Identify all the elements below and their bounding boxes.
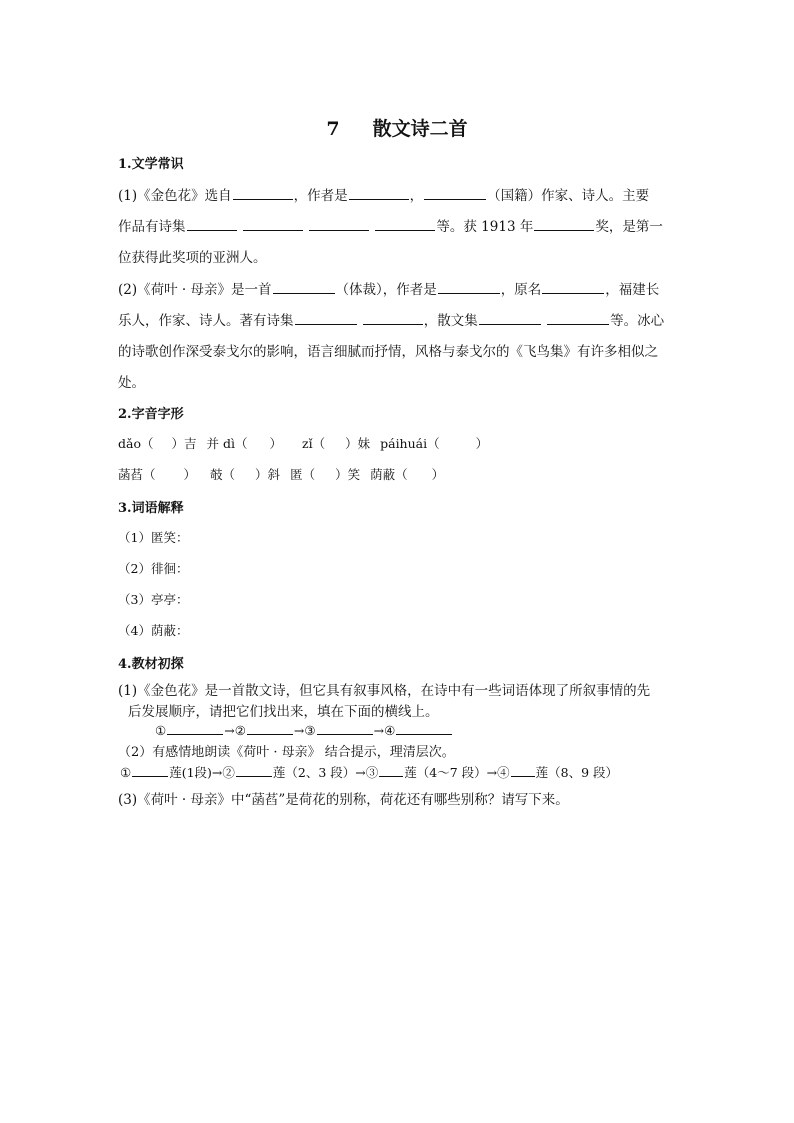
text: ） <box>475 436 489 451</box>
text: ，福建长 <box>605 282 660 298</box>
text: ，散文集 <box>423 313 478 329</box>
blank[interactable] <box>379 762 403 777</box>
text: 菡萏（ <box>118 467 156 482</box>
blank[interactable] <box>309 216 369 231</box>
text: 等。冰心 <box>610 313 665 329</box>
text: dǎo（ <box>118 436 154 451</box>
blank[interactable] <box>424 185 486 200</box>
text: ）吉 <box>171 436 197 451</box>
text: 莲（4～7 段）→④ <box>404 765 510 780</box>
text: 作品有诗集 <box>118 219 186 235</box>
text: 并 dì（ <box>206 436 248 451</box>
q1-line2: 后发展顺序，请把它们找出来，填在下面的横线上。 <box>128 704 439 720</box>
text: ）斜 <box>255 467 281 482</box>
q1-sequence <box>155 720 453 738</box>
blank[interactable] <box>247 720 293 735</box>
s1-p1-line3: 位获得此奖项的亚洲人。 <box>118 250 267 266</box>
blank[interactable] <box>273 279 335 294</box>
blank[interactable] <box>534 216 594 231</box>
pinyin-row-2 <box>118 465 444 483</box>
section-4-heading: 4.教材初探 <box>118 657 184 672</box>
blank[interactable] <box>317 720 373 735</box>
blank[interactable] <box>363 310 423 325</box>
blank[interactable] <box>396 720 452 735</box>
text: 乐人，作家、诗人。著有诗集 <box>118 313 294 329</box>
term-item-4: （4）荫蔽： <box>118 623 189 638</box>
text: →② <box>224 723 246 738</box>
text: （体裁），作者是 <box>335 282 437 298</box>
blank[interactable] <box>167 720 223 735</box>
term-item-3: （3）亭亭： <box>118 592 189 607</box>
text: ） <box>183 467 197 482</box>
blank[interactable] <box>236 762 272 777</box>
text: ） <box>269 436 282 451</box>
text: ，原名 <box>500 282 542 298</box>
q3-line: (3)《荷叶 · 母亲》中“菡萏”是荷花的别称，荷花还有哪些别称？请写下来。 <box>118 792 569 808</box>
blank[interactable] <box>187 216 237 231</box>
q1-line1: (1)《金色花》是一首散文诗，但它具有叙事风格，在诗中有一些词语体现了所叙事情的先 <box>118 683 651 699</box>
text: páihuái（ <box>380 436 440 451</box>
blank[interactable] <box>295 310 357 325</box>
text: (2)《荷叶 · 母亲》是一首 <box>118 282 272 298</box>
s1-p2-line4: 处。 <box>118 375 145 391</box>
blank[interactable] <box>479 310 541 325</box>
q2-structure <box>120 762 618 781</box>
text: （国籍）作家、诗人。主要 <box>487 188 650 204</box>
blank[interactable] <box>349 185 409 200</box>
text: →③ <box>293 723 316 738</box>
section-2-heading: 2.字音字形 <box>118 407 184 422</box>
text: 莲（8、9 段） <box>535 765 619 780</box>
s1-p2-line1 <box>118 278 659 298</box>
text: →④ <box>373 723 396 738</box>
blank[interactable] <box>511 762 535 777</box>
page-title: 7 散文诗二首 <box>326 118 468 140</box>
s1-p2-line2 <box>118 309 664 329</box>
text: ）妹 <box>345 436 371 451</box>
text: 荫蔽（ <box>370 467 408 482</box>
text: 奖，是第一 <box>595 219 663 235</box>
s1-p1-line1 <box>118 184 649 204</box>
section-3-heading: 3.词语解释 <box>118 501 184 516</box>
text: (1)《金色花》选自 <box>118 188 232 204</box>
section-1-heading: 1.文学常识 <box>118 157 184 172</box>
blank[interactable] <box>233 185 293 200</box>
blank[interactable] <box>542 279 604 294</box>
text: ① <box>120 765 132 780</box>
blank[interactable] <box>547 310 609 325</box>
text: 匿（ <box>290 467 316 482</box>
text: ， <box>409 188 424 204</box>
text: ）笑 <box>335 467 361 482</box>
q2-line1: （2）有感情地朗读《荷叶 · 母亲》 结合提示，理清层次。 <box>118 745 455 760</box>
blank[interactable] <box>243 216 303 231</box>
blank[interactable] <box>438 279 500 294</box>
text: 莲(1段)→② <box>169 765 235 780</box>
blank[interactable] <box>375 216 435 231</box>
text: 莲（2、3 段）→③ <box>272 765 379 780</box>
text: ，作者是 <box>293 188 348 204</box>
text: zǐ（ <box>302 436 326 451</box>
term-item-1: （1）匿笑： <box>118 530 189 545</box>
text: ） <box>431 467 445 482</box>
pinyin-row-1 <box>118 434 488 452</box>
s1-p2-line3: 的诗歌创作深受泰戈尔的影响，语言细腻而抒情，风格与泰戈尔的《飞鸟集》有许多相似之 <box>118 344 658 360</box>
text: ① <box>155 723 167 738</box>
s1-p1-line2 <box>118 215 663 235</box>
term-item-2: （2）徘徊： <box>118 561 189 576</box>
blank[interactable] <box>132 762 168 777</box>
text: 攲（ <box>210 467 236 482</box>
text: 等。获 1913 年 <box>436 219 534 235</box>
